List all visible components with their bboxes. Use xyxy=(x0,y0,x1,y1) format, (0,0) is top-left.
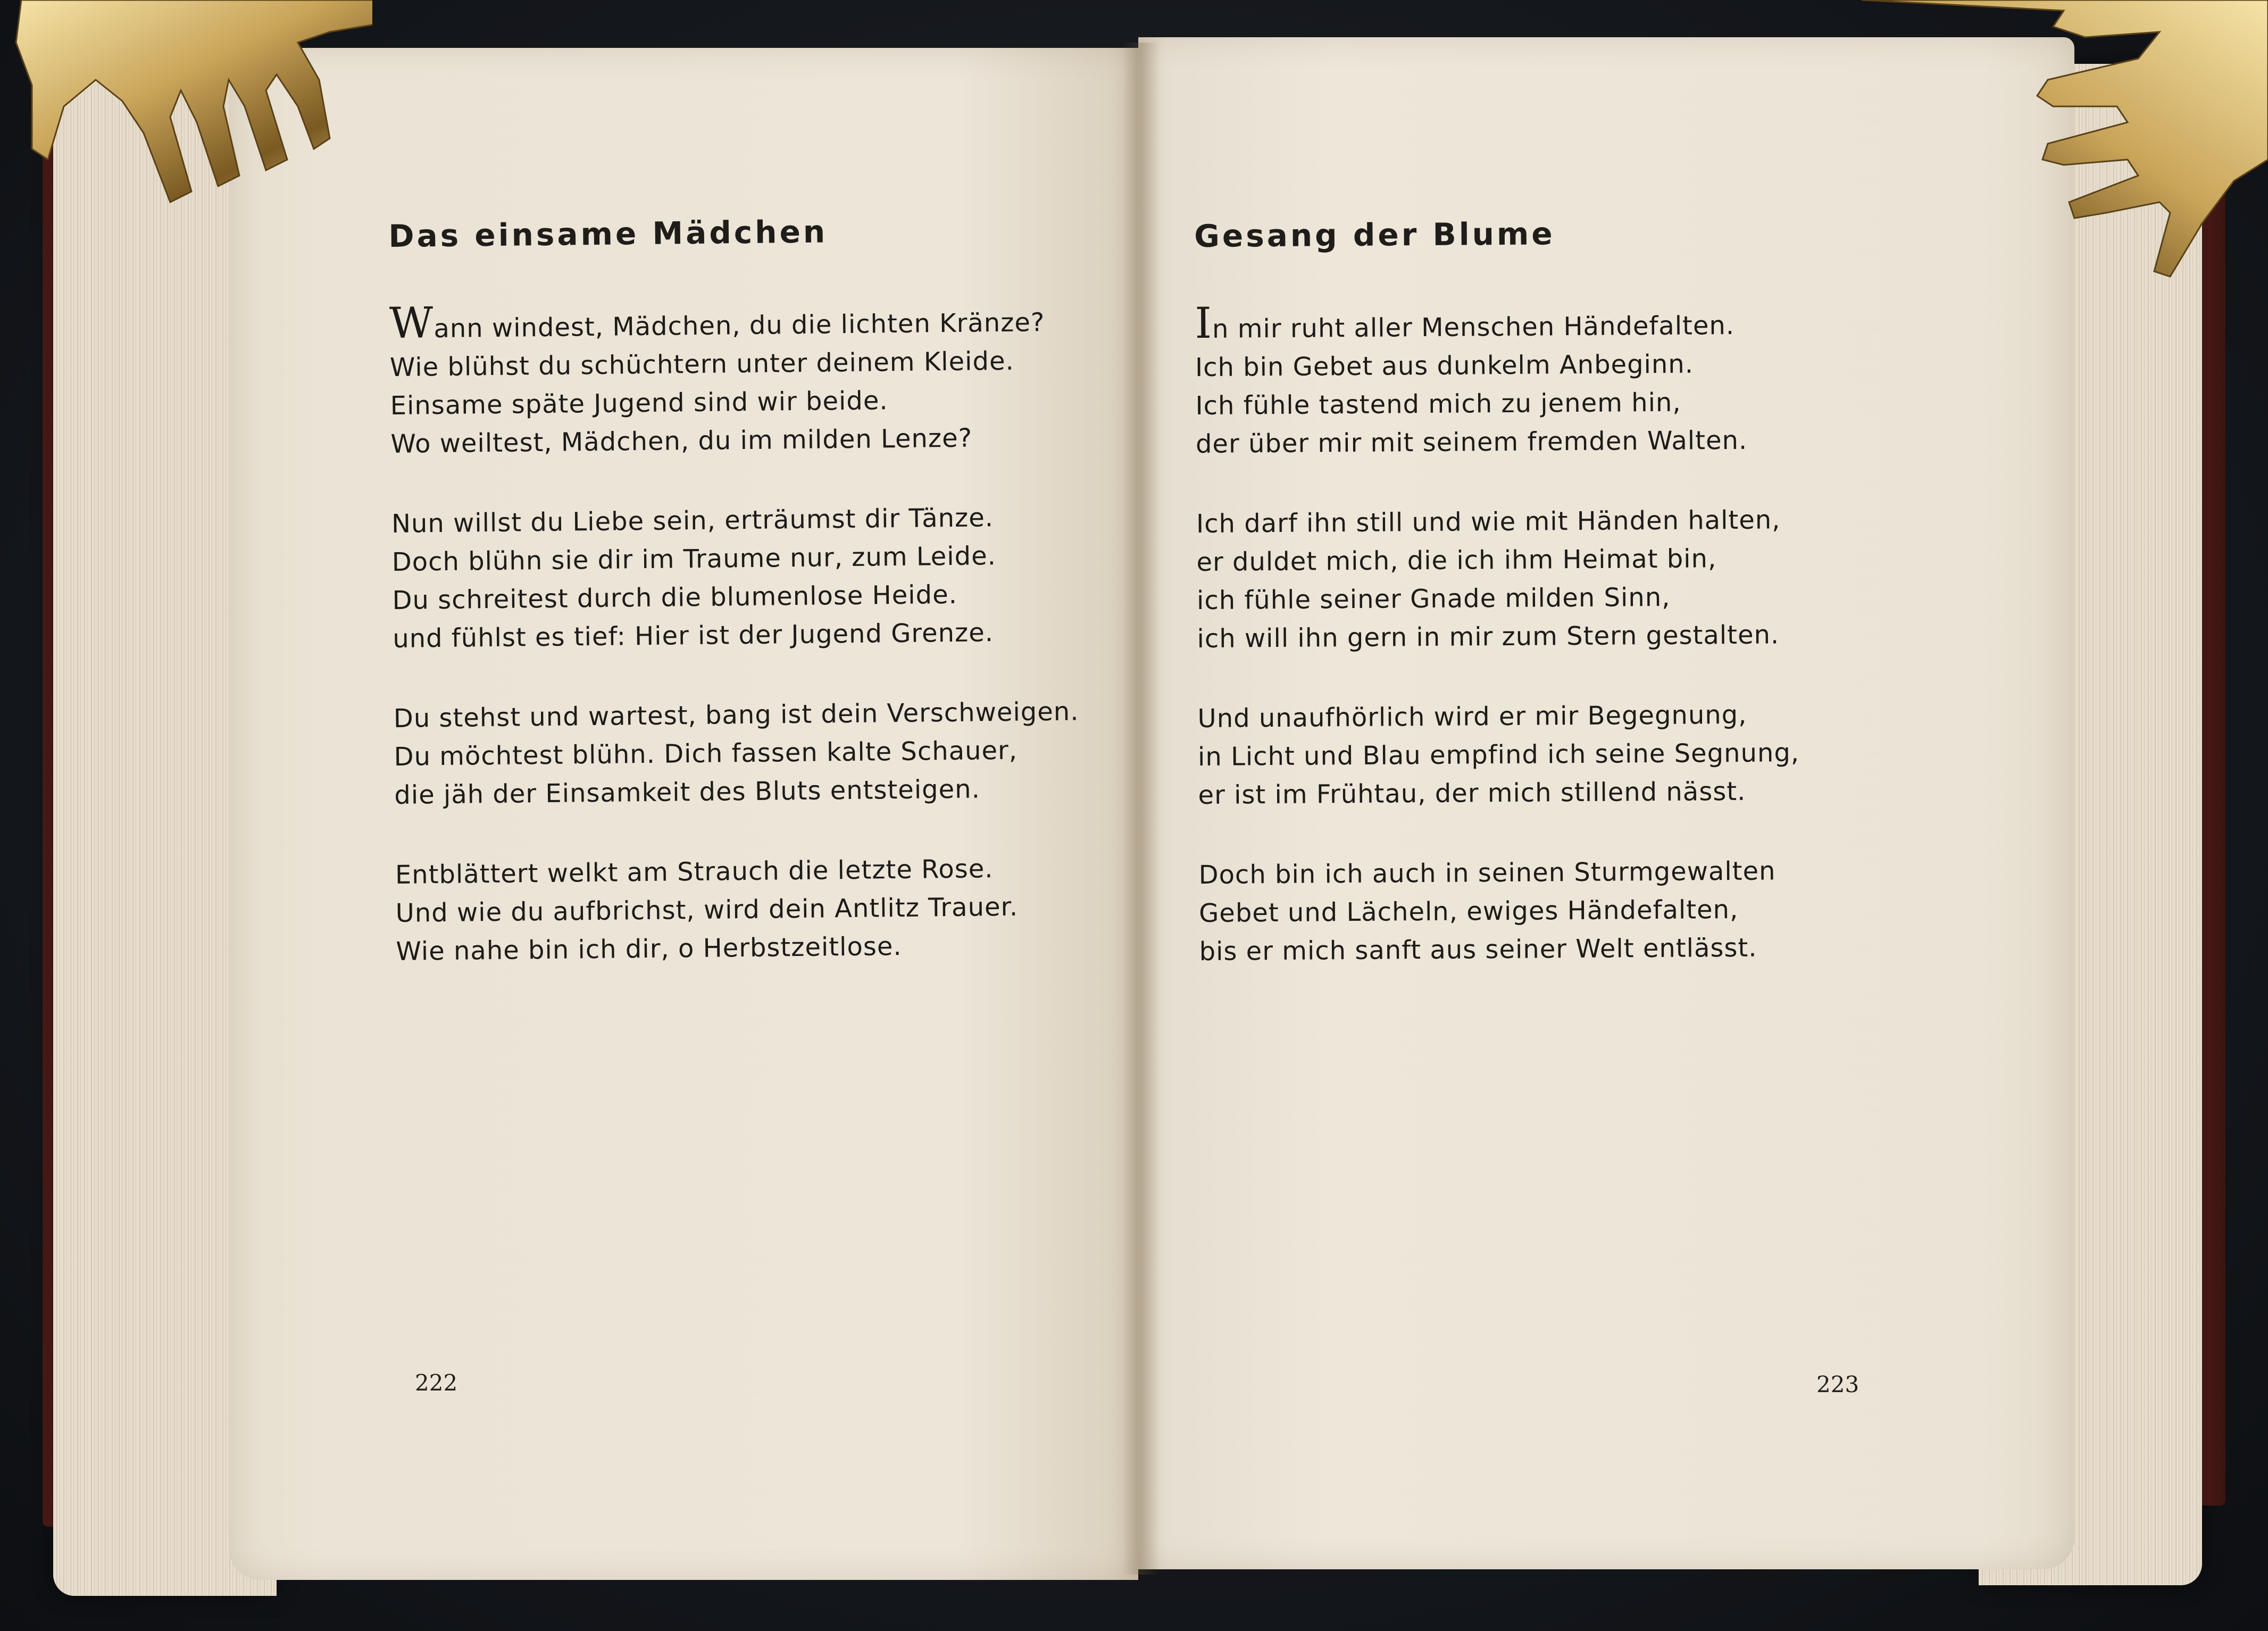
left-stanza-4 xyxy=(395,848,1082,970)
left-line-2-1: Nun willst du Liebe sein, erträumst dir Tänze. xyxy=(391,503,994,539)
right-dropcap: I xyxy=(1195,298,1213,348)
right-stanza-4 xyxy=(1198,852,1800,971)
left-stanza-3 xyxy=(393,692,1080,814)
left-line-2-4: und fühlst es tief: Hier ist der Jugend Grenze. xyxy=(392,618,994,654)
right-page-number: 223 xyxy=(1816,1371,1860,1397)
left-line-3-3: die jäh der Einsamkeit des Bluts entsteigen. xyxy=(394,774,981,810)
right-line-2-2: er duldet mich, die ich ihm Heimat bin, xyxy=(1196,544,1717,577)
left-line-3-2: Du möchtest blühn. Dich fassen kalte Schauer, xyxy=(394,735,1018,772)
right-line-4-1: Doch bin ich auch in seinen Sturmgewalten xyxy=(1198,856,1776,890)
right-stanza-2 xyxy=(1196,501,1799,658)
book-gutter xyxy=(1122,43,1160,1575)
right-line-2-4: ich will ihn gern in mir zum Stern gestalten. xyxy=(1197,620,1780,654)
left-stanza-1 xyxy=(389,300,1077,463)
left-line-2-2: Doch blühn sie dir im Traume nur, zum Leide. xyxy=(391,541,997,577)
left-poem xyxy=(388,211,1081,971)
left-stanza-2 xyxy=(391,497,1079,658)
left-page-number: 222 xyxy=(415,1370,458,1396)
right-line-3-1: Und unaufhörlich wird er mir Begegnung, xyxy=(1197,700,1747,734)
right-line-1-3: Ich fühle tastend mich zu jenem hin, xyxy=(1195,387,1681,421)
right-line-3-2: in Licht und Blau empfind ich seine Segnung, xyxy=(1197,738,1800,772)
left-line-2-3: Du schreitest durch die blumenlose Heide. xyxy=(392,579,958,615)
left-line-1-3: Einsame späte Jugend sind wir beide. xyxy=(390,386,888,421)
right-poem xyxy=(1194,214,1801,971)
left-line-1-2: Wie blühst du schüchtern unter deinem Kleide. xyxy=(389,346,1014,382)
right-line-4-2: Gebet und Lächeln, ewiges Händefalten, xyxy=(1198,894,1739,928)
right-line-4-3: bis er mich sanft aus seiner Welt entlässt. xyxy=(1199,933,1757,967)
brass-hand-right-shape xyxy=(1862,0,2268,277)
left-line-4-1: Entblättert welkt am Strauch die letzte Rose. xyxy=(395,854,994,890)
left-line-1-1: ann windest, Mädchen, du die lichten Kränze? xyxy=(433,307,1045,344)
brass-hand-right-icon xyxy=(1862,0,2268,298)
right-line-2-3: ich fühle seiner Gnade milden Sinn, xyxy=(1196,582,1671,615)
left-line-1-4: Wo weiltest, Mädchen, du im milden Lenze? xyxy=(390,423,973,459)
right-line-3-3: er ist im Frühtau, der mich stillend nässt. xyxy=(1198,776,1746,810)
left-line-3-1: Du stehst und wartest, bang ist dein Verschweigen. xyxy=(393,696,1079,734)
brass-hand-left-shape xyxy=(16,0,372,202)
right-stanza-1 xyxy=(1195,298,1797,463)
right-line-1-4: der über mir mit seinem fremden Walten. xyxy=(1195,425,1748,459)
right-line-1-1: n mir ruht aller Menschen Händefalten. xyxy=(1212,310,1735,344)
right-stanza-3 xyxy=(1197,695,1799,814)
right-poem-title: Gesang der Blume xyxy=(1194,215,1555,254)
left-line-4-3: Wie nahe bin ich dir, o Herbstzeitlose. xyxy=(396,931,902,967)
right-line-1-2: Ich bin Gebet aus dunkelm Anbeginn. xyxy=(1195,349,1694,382)
brass-hand-left-icon xyxy=(0,0,372,223)
left-poem-title: Das einsame Mädchen xyxy=(388,213,828,254)
left-dropcap: W xyxy=(389,298,434,348)
right-line-2-1: Ich darf ihn still und wie mit Händen halten, xyxy=(1196,505,1781,539)
left-line-4-2: Und wie du aufbrichst, wird dein Antlitz Trauer. xyxy=(395,892,1019,928)
